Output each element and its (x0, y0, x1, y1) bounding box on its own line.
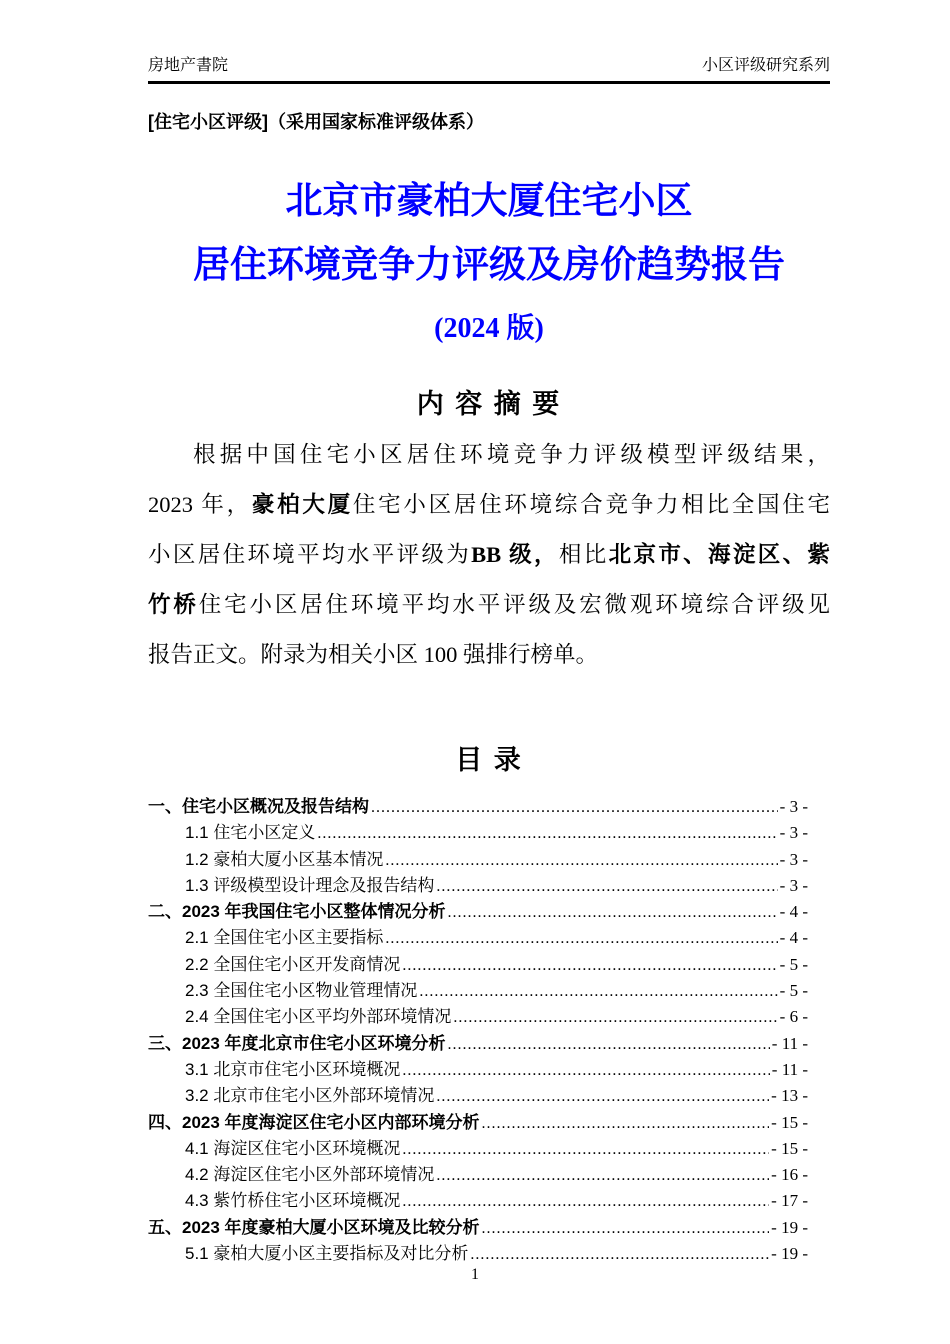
toc-entry (148, 794, 808, 820)
toc-entry-label: 3.1 北京市住宅小区环境概况 (185, 1059, 401, 1079)
toc-entry (148, 1031, 808, 1057)
toc-entry (148, 925, 808, 951)
abstract-bold-segment: BB 级， (471, 542, 559, 567)
rating-series-line: [住宅小区评级]（采用国家标准评级体系） (148, 112, 484, 132)
toc-entry (148, 1215, 808, 1241)
toc-leader-dots (385, 848, 777, 873)
toc-entry (148, 1004, 808, 1030)
page-number: 1 (471, 1266, 479, 1283)
abstract-line (148, 530, 830, 580)
toc-entry-label: 2.4 全国住宅小区平均外部环境情况 (185, 1007, 452, 1027)
toc-entry-label: 4.1 海淀区住宅小区环境概况 (185, 1138, 401, 1158)
abstract-bold-segment: 北京市、海淀区、紫 (608, 542, 830, 567)
toc-entry (148, 1110, 808, 1136)
toc-entry-page: - 11 - (771, 1033, 808, 1053)
toc-leader-dots (402, 1189, 769, 1214)
toc-entry-page: - 19 - (771, 1244, 808, 1264)
toc-entry-label: 二、2023 年我国住宅小区整体情况分析 (148, 902, 446, 922)
toc-entry-page: - 3 - (779, 849, 808, 869)
toc-leader-dots (448, 1032, 770, 1057)
report-title-line1: 北京市豪柏大厦住宅小区 (285, 181, 693, 222)
header-right-text: 小区评级研究系列 (701, 57, 830, 74)
toc-entry (148, 1188, 808, 1214)
toc-entry-page: - 5 - (779, 954, 808, 974)
toc-entry-label: 三、2023 年度北京市住宅小区环境分析 (148, 1033, 446, 1053)
toc-leader-dots (470, 1242, 769, 1267)
abstract-bold-segment: 竹桥 (148, 592, 199, 617)
report-title-edition: (2024 版) (434, 313, 544, 344)
toc-leader-dots (402, 1137, 769, 1162)
toc-entry-page: - 15 - (771, 1112, 808, 1132)
toc-entry-label: 五、2023 年度豪柏大厦小区环境及比较分析 (148, 1217, 480, 1237)
toc-heading: 目 录 (455, 745, 523, 775)
toc-entry-page: - 11 - (771, 1059, 808, 1079)
toc-entry (148, 1057, 808, 1083)
toc-leader-dots (436, 1084, 769, 1109)
abstract-text-segment: 住宅小区居住环境平均水平评级及宏微观环境综合评级见 (198, 592, 830, 617)
toc-leader-dots (448, 900, 778, 925)
toc-leader-dots (402, 1058, 769, 1083)
toc-leader-dots (317, 821, 777, 846)
toc-entry-page: - 19 - (771, 1217, 808, 1237)
toc-entry (148, 1083, 808, 1109)
toc-entry-page: - 17 - (771, 1191, 808, 1211)
toc-entry (148, 899, 808, 925)
toc-leader-dots (482, 1216, 770, 1241)
abstract-text-segment: 报告正文。附录为相关小区 100 强排行榜单。 (148, 642, 599, 667)
toc-entry (148, 820, 808, 846)
abstract-paragraph (148, 430, 830, 680)
toc-entry-label: 一、住宅小区概况及报告结构 (148, 797, 369, 816)
toc-leader-dots (371, 795, 778, 820)
toc-entry-page: - 3 - (779, 875, 808, 895)
abstract-bold-segment: 豪柏大厦 (251, 492, 353, 517)
abstract-line (148, 630, 830, 680)
toc-entry-label: 4.2 海淀区住宅小区外部环境情况 (185, 1165, 435, 1185)
toc-entry (148, 1162, 808, 1188)
abstract-text-segment: 住宅小区居住环境综合竞争力相比全国住宅 (352, 492, 830, 517)
toc-leader-dots (419, 979, 777, 1004)
toc-entry (148, 952, 808, 978)
toc-entry-label: 2.1 全国住宅小区主要指标 (185, 928, 384, 948)
toc-entry-label: 3.2 北京市住宅小区外部环境情况 (185, 1086, 435, 1106)
abstract-heading: 内 容 摘 要 (416, 389, 562, 419)
header-rule (148, 81, 830, 84)
toc-entry-page: - 16 - (771, 1165, 808, 1185)
toc-entry (148, 847, 808, 873)
toc-entry-label: 1.1 住宅小区定义 (185, 823, 316, 843)
running-header (148, 56, 830, 84)
abstract-text-segment: 小区居住环境平均水平评级为 (148, 542, 472, 567)
toc-leader-dots (402, 953, 777, 978)
abstract-line (148, 480, 830, 530)
toc-entry (148, 873, 808, 899)
toc-entry-label: 2.2 全国住宅小区开发商情况 (185, 954, 401, 974)
toc-entry-page: - 4 - (779, 902, 808, 922)
toc-entry-page: - 3 - (779, 823, 808, 843)
toc-entry (148, 1136, 808, 1162)
toc-entry-page: - 3 - (779, 797, 808, 816)
toc-leader-dots (385, 926, 777, 951)
toc-leader-dots (436, 874, 777, 899)
toc-entry-label: 4.3 紫竹桥住宅小区环境概况 (185, 1191, 401, 1211)
abstract-line (148, 430, 830, 480)
toc-entry-label: 2.3 全国住宅小区物业管理情况 (185, 981, 418, 1001)
toc-leader-dots (436, 1163, 769, 1188)
toc-leader-dots (482, 1111, 770, 1136)
toc-entry (148, 1241, 808, 1267)
toc-entry (148, 978, 808, 1004)
toc-entry-page: - 5 - (779, 981, 808, 1001)
abstract-text-segment: 根据中国住宅小区居住环境竞争力评级模型评级结果， (193, 442, 830, 467)
header-left-text: 房地产書院 (148, 57, 229, 74)
toc-leader-dots (453, 1005, 777, 1030)
toc-entry-page: - 4 - (779, 928, 808, 948)
toc-entry-label: 1.3 评级模型设计理念及报告结构 (185, 875, 435, 895)
abstract-text-segment: 2023 年， (148, 492, 252, 517)
toc-entry-page: - 6 - (779, 1007, 808, 1027)
report-title-line2: 居住环境竞争力评级及房价趋势报告 (193, 245, 785, 286)
toc-entry-page: - 15 - (771, 1138, 808, 1158)
toc-list (148, 794, 830, 1267)
toc-entry-page: - 13 - (771, 1086, 808, 1106)
toc-entry-label: 1.2 豪柏大厦小区基本情况 (185, 849, 384, 869)
toc-entry-label: 5.1 豪柏大厦小区主要指标及对比分析 (185, 1244, 469, 1264)
abstract-line (148, 580, 830, 630)
abstract-text-segment: 相比 (558, 542, 609, 567)
toc-entry-label: 四、2023 年度海淀区住宅小区内部环境分析 (148, 1112, 480, 1132)
